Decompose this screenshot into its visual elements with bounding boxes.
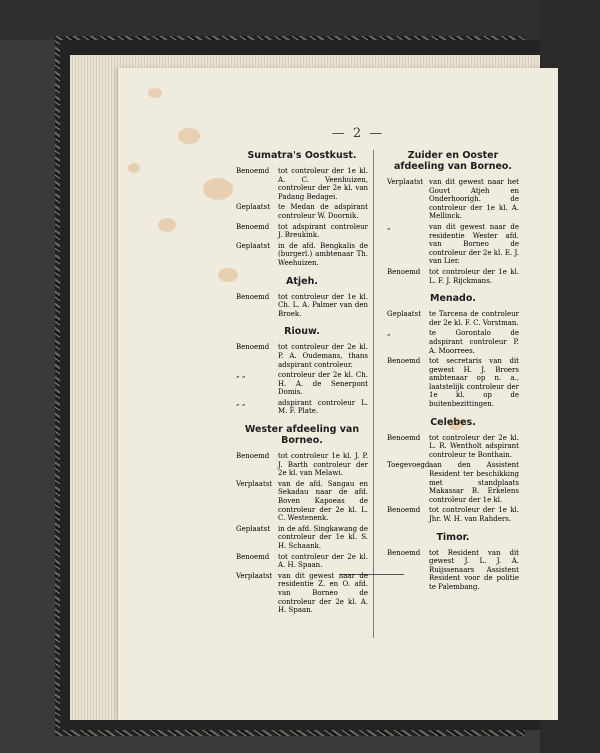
entry-text: tot controleur der 1e kl. Jhr. W. H. van Rahders. [429,506,519,523]
entry-label: Verplaatst [387,178,424,186]
entry [236,452,368,478]
entry-label: Benoemd [236,292,270,301]
left-column [236,150,368,617]
column-divider [373,150,374,638]
entry-label: Geplaatst [236,241,271,250]
entry-label: Verplaatst [236,479,273,488]
entry [236,343,368,369]
section-title: Atjeh. [286,275,318,287]
entry-text: tot controleur der 1e kl. Ch. L. A. Palmer van den Broek. [278,292,368,318]
entry-text: tot controleur 1e kl. J. P. J. Barth controleur der 2e kl. van Melawi. [278,452,368,478]
entry-label: Geplaatst [236,524,271,533]
entry-text: te Medan de adspirant controleur W. Doornik. [278,203,368,220]
entry-label: Benoemd [387,433,421,442]
section [387,532,519,592]
entry-label: Geplaatst [387,310,422,319]
entry [236,553,368,570]
entry-label: Verplaatst [236,571,273,580]
entry-text: tot Resident van dit gewest J. L. J. A. Ruijssenaars Assistent Resident voor de politie te Palembang. [429,548,519,591]
entry [387,549,519,592]
foxing-stain [218,268,238,282]
entry-text: in de afd. Singkawang de controleur der 1e kl. S. H. Schaank. [278,524,368,550]
section [236,326,368,416]
entry-label: Benoemd [236,452,270,461]
entry [236,167,368,201]
entry [236,242,368,268]
entry-text: tot controleur der 2e kl. L. R. Wentholt adspirant controleur te Bonthain. [429,433,519,459]
entry [236,293,368,319]
section [236,424,368,615]
entry [236,525,368,551]
section [387,150,519,285]
entry-text: adspirant controleur L. M. F. Plate. [278,398,368,416]
entry-text: tot controleur der 2e kl. A. H. Spaan. [278,552,368,570]
entry-label: Benoemd [236,222,270,231]
entry [387,461,519,504]
section-title: Sumatra's Oostkust. [247,150,357,161]
entry-text: te Gorontalo de adspirant controleur P. A. Moorrees. [429,329,519,355]
section-title: Timor. [436,531,470,543]
entry [387,268,519,285]
right-column [387,150,519,594]
entry-text: te Tarcena de controleur der 2e kl. F. C. Vorstman. [429,310,519,327]
section-title: Celebes. [430,416,476,428]
entry-label: Benoemd [387,548,421,557]
foxing-stain [178,128,200,144]
entry-label: Toegevoegd [387,461,430,470]
entry-text: controleur der 2e kl. Ch. H. A. de Senerpont Domis. [278,371,368,397]
entry [387,223,519,266]
entry [387,357,519,409]
entry-label: Benoemd [236,167,270,175]
section-title: Wester afdeeling van Borneo. [244,424,360,447]
page-number: — 2 — [331,126,385,141]
section-title: Riouw. [284,326,320,338]
background-top [0,0,600,40]
entry-label: Benoemd [387,506,421,515]
entry-text: in de afd. Bengkalis de (burgerl.) ambtenaar Th. Weehuizen. [278,241,368,267]
entry-text: tot adspirant controleur J. Breukink. [278,222,368,240]
entry-text: tot secretaris van dit gewest H. J. Broers ambtenaar op n. a., laatstelijk controleur der 1e kl. op de buitenbezittingen. [429,357,519,409]
entry [236,371,368,397]
entry-text: van dit gewest naar de residentie Z. en O. afd. van Borneo de controleur der 2e kl. A. H. Spaan. [278,571,368,615]
entry-text: van dit gewest naar het Gouvt Atjeh en Onderhoorigh. de controleur der 1e kl. A. Mellinck. [429,178,519,221]
entry-text: tot controleur der 2e kl. P. A. Oudemans, thans adspirant controleur. [278,343,368,369]
entry [236,480,368,523]
entry-text: van dit gewest naar de residentie Wester afd. van Borneo de controleur der 2e kl. E. J. van Lier. [429,222,519,266]
section-title: Zuider en Ooster afdeeling van Borneo. [393,150,513,172]
entry-label: „ „ [236,371,246,380]
entry-label: Benoemd [236,343,270,352]
entry-label: Benoemd [236,552,270,561]
entry [387,310,519,327]
foxing-stain [158,218,176,232]
entry-label: Geplaatst [236,203,271,212]
entry-label: „ [387,222,391,231]
entry-text: van de afd. Sangau en Sekadau naar de afd. Boven Kapoeas de controleur der 2e kl. L. C. Westenenk. [278,479,368,523]
entry [236,223,368,240]
entry-label: „ „ [236,398,246,407]
entry-text: aan den Assistent Resident ter beschikking met standplaats Makassar B. Erkelens controleur der 1e kl. [429,461,519,504]
entry [236,399,368,416]
entry [387,178,519,221]
entry-label: Benoemd [387,357,421,366]
entry-label: „ [387,329,391,338]
entry [387,506,519,523]
section-title: Menado. [429,293,476,305]
foxing-stain [203,178,233,200]
entry-text: tot controleur der 1e kl. A. C. Veenhuizen, controleur der 2e kl. van Padang Bedagei. [278,167,368,201]
section [387,417,519,524]
section [236,276,368,319]
foxing-stain [128,163,140,173]
entry [387,329,519,355]
entry [236,572,368,615]
foxing-stain [148,88,162,98]
section [236,150,368,268]
entry [236,203,368,220]
entry-text: tot controleur der 1e kl. L. F. J. Rijckmans. [429,267,519,285]
section [387,293,519,409]
entry-label: Benoemd [387,267,421,276]
entry [387,434,519,460]
